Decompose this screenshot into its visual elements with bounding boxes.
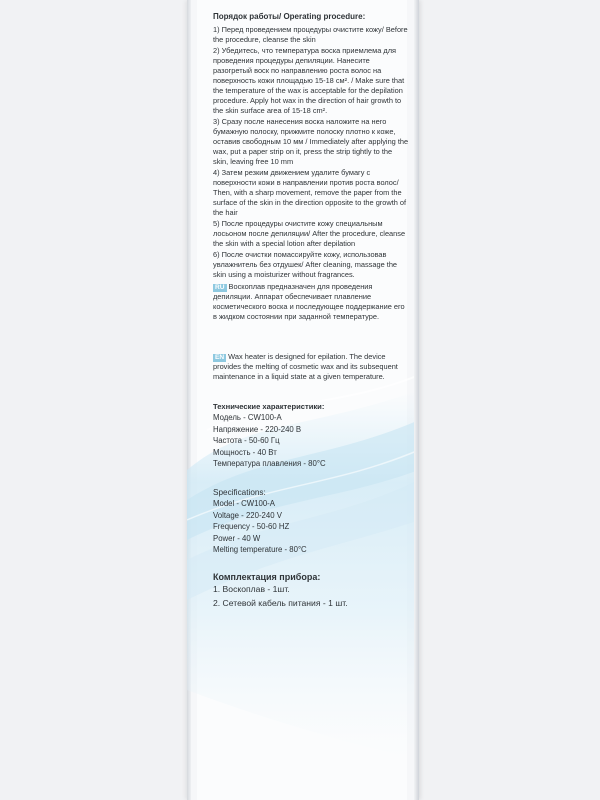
en-language-badge: EN	[215, 354, 225, 361]
procedure-step-4: 4) Затем резким движением удалите бумагу с поверхности кожи в направлении против роста волос/ Then, with a sharp movement, remove the paper from the surface of the skin in the direction opposite to the growth of the hair	[213, 168, 407, 217]
procedure-step-3: 3) Сразу после нанесения воска наложите на него бумажную полоску, прижмите полоску плотно к коже, оставив свободным 10 мм / Immediately after applying the wax, put a paper strip on it, press the strip tightly to the skin, leaving free 10 mm	[213, 117, 409, 166]
product-box-side	[187, 0, 419, 800]
procedure-step-5: 5) После процедуры очистите кожу специальным лосьоном после депиляции/ After the procedure, cleanse the skin with a special lotion after depilation	[213, 219, 406, 248]
spec-ru-line: Частота - 50-60 Гц	[213, 436, 280, 446]
specs-en-title: Specifications:	[213, 487, 266, 497]
spec-ru-line: Модель - CW100-A	[213, 413, 282, 422]
en-description	[213, 352, 409, 382]
spec-ru-line: Мощность - 40 Вт	[213, 447, 277, 457]
spec-en-line: Model - CW100-A	[213, 498, 275, 508]
kit-line: 1. Воскоплав - 1шт.	[213, 583, 290, 594]
spec-ru-line: Напряжение - 220-240 В	[213, 424, 302, 434]
specs-ru-title: Технические характеристики:	[213, 402, 325, 411]
kit-line: 2. Сетевой кабель питания - 1 шт.	[213, 597, 348, 608]
ru-description-text: Воскоплав предназначен для проведения депиляции. Аппарат обеспечивает плавление косметического воска и последующее поддержание его в жидком состоянии при заданной температуре.	[213, 282, 405, 321]
procedure-step-1: 1) Перед проведением процедуры очистите кожу/ Before the procedure, cleanse the skin	[213, 25, 408, 44]
en-description-text: Wax heater is designed for epilation. The device provides the melting of cosmetic wax and its subsequent maintenance in a liquid state at a given temperature.	[213, 352, 398, 381]
spec-en-line: Voltage - 220-240 V	[213, 510, 282, 520]
ru-language-badge: RU	[215, 284, 225, 291]
kit-title: Комплектация прибора:	[213, 571, 321, 582]
instructions-text-block	[213, 12, 409, 611]
box-right-edge	[414, 0, 419, 800]
spec-ru-line: Температура плавления - 80°C	[213, 459, 326, 469]
procedure-step-2: 2) Убедитесь, что температура воска приемлема для проведения процедуры депиляции. Нанесите разогретый воск по направлению роста волос на поверхность кожи площадью 15-18 см². / Make sure that the temperature of the wax is acceptable for the depilation procedure. Apply hot wax in the direction of hair growth to the skin surface area of 15-18 cm².	[213, 46, 405, 115]
procedure-step-6: 6) После очистки помассируйте кожу, использовав увлажнитель без отдушек/ After cleaning, massage the skin using a moisturizer without fragrances.	[213, 250, 398, 279]
spec-en-line: Power - 40 W	[213, 533, 261, 543]
ru-description	[213, 282, 409, 322]
spec-en-line: Frequency - 50-60 HZ	[213, 522, 290, 532]
spec-en-line: Melting temperature - 80°C	[213, 545, 307, 555]
procedure-title: Порядок работы/ Operating procedure:	[213, 12, 366, 21]
